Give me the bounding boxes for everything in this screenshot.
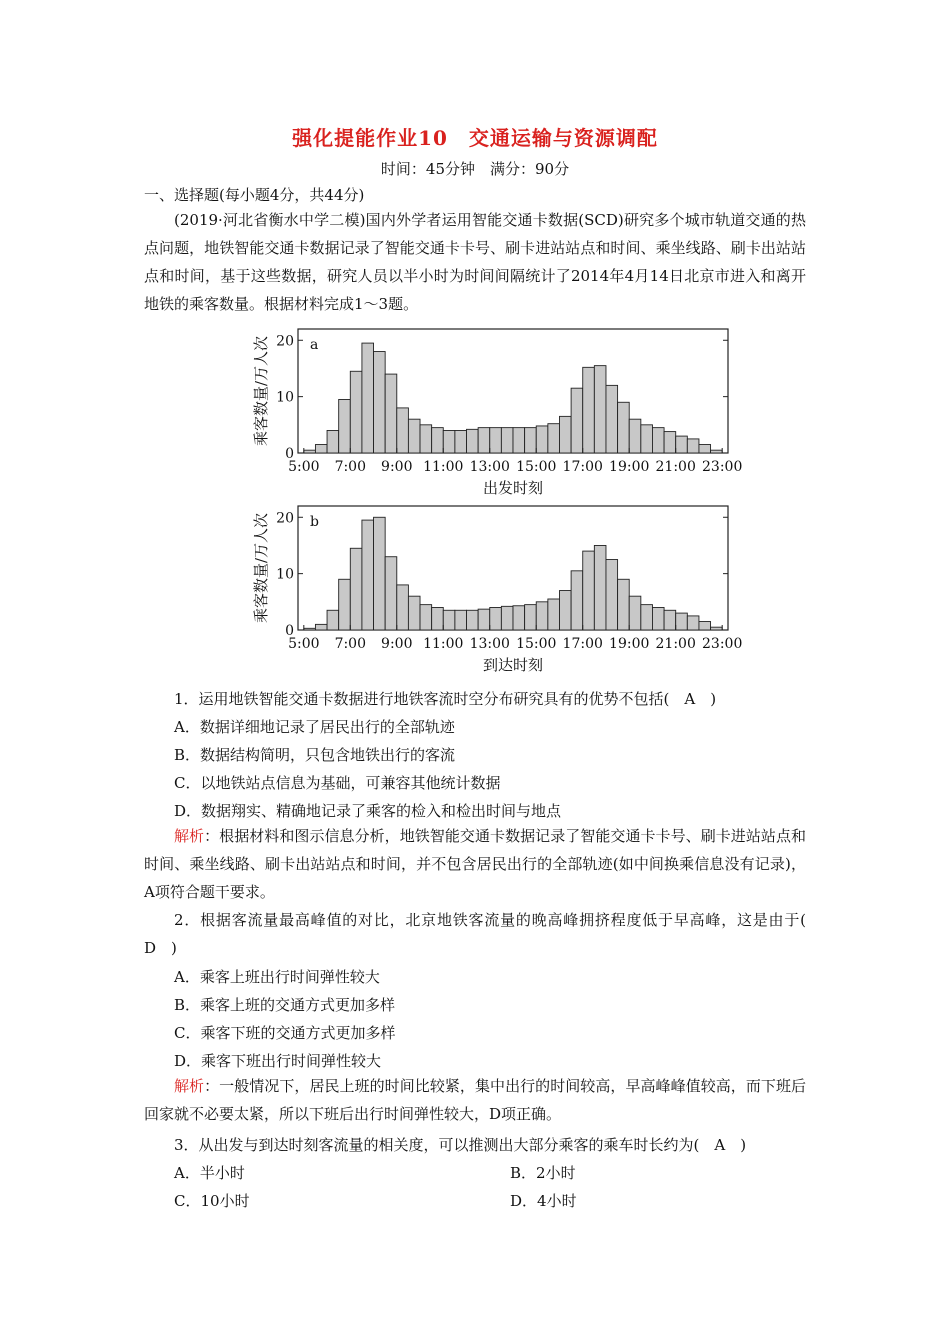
- x-tick-label: 11:00: [423, 459, 464, 475]
- bar: [350, 548, 362, 630]
- bar: [455, 430, 467, 453]
- bar: [408, 419, 420, 453]
- intro-paragraph: (2019·河北省衡水中学二模)国内外学者运用智能交通卡数据(SCD)研究多个城市轨道交通的热点问题，地铁智能交通卡数据记录了智能交通卡卡号、刷卡进站站点和时间、乘坐线路、刷卡出站站点和时间，基于这些数据，研究人员以半小时为时间间隔统计了2014年4月14日北京市进入和离开地铁的乘客数量。根据材料完成1～3题。: [144, 211, 806, 313]
- bar: [374, 352, 386, 453]
- x-axis-label: 出发时刻: [482, 479, 544, 497]
- x-tick-label: 11:00: [423, 636, 464, 652]
- bar: [513, 606, 525, 630]
- question-1-option-d: D．数据翔实、精确地记录了乘客的检入和检出时间与地点: [174, 802, 562, 820]
- bar: [641, 425, 653, 453]
- section-heading: 一、选择题(每小题4分，共44分): [144, 186, 365, 204]
- y-tick-label: 20: [276, 333, 294, 350]
- bar: [420, 605, 432, 630]
- panel-label: b: [310, 514, 319, 530]
- bar: [478, 428, 490, 453]
- bar: [641, 605, 653, 630]
- bar: [664, 432, 676, 453]
- x-tick-label: 19:00: [609, 636, 650, 652]
- bar: [420, 425, 432, 453]
- bar: [315, 624, 327, 630]
- question-2-option-c: C．乘客下班的交通方式更加多样: [174, 1024, 396, 1042]
- bar: [711, 627, 723, 630]
- x-tick-label: 15:00: [516, 459, 557, 475]
- bar: [385, 374, 397, 453]
- bar: [362, 343, 374, 453]
- y-tick-label: 20: [276, 510, 294, 527]
- bar: [432, 607, 444, 630]
- bar: [385, 557, 397, 630]
- question-1-stem: 1．运用地铁智能交通卡数据进行地铁客流时空分布研究具有的优势不包括( A ): [174, 690, 717, 708]
- x-tick-label: 21:00: [655, 459, 696, 475]
- x-tick-label: 19:00: [609, 459, 650, 475]
- bar: [699, 622, 711, 630]
- question-2-option-b: B．乘客上班的交通方式更加多样: [174, 996, 396, 1014]
- question-2-option-d: D．乘客下班出行时间弹性较大: [174, 1052, 382, 1070]
- bar: [304, 450, 316, 453]
- bar: [652, 607, 664, 630]
- bar: [432, 428, 444, 453]
- x-tick-label: 13:00: [469, 459, 510, 475]
- chart-a: [248, 325, 748, 500]
- bar: [501, 428, 513, 453]
- bar: [629, 419, 641, 453]
- question-3-option-b: B．2小时: [510, 1164, 576, 1182]
- chart-b-svg: [248, 502, 748, 680]
- bar: [525, 428, 537, 453]
- bar: [676, 436, 688, 453]
- bar: [397, 408, 409, 453]
- x-tick-label: 7:00: [334, 459, 367, 475]
- bar: [583, 551, 595, 630]
- bar: [374, 517, 386, 630]
- bar: [571, 571, 583, 630]
- bar: [699, 445, 711, 453]
- bar: [501, 606, 513, 630]
- analysis-text: ：根据材料和图示信息分析，地铁智能交通卡数据记录了智能交通卡卡号、刷卡进站站点和时间、乘坐线路、刷卡出站站点和时间，并不包含居民出行的全部轨迹(如中间换乘信息没有记录)，A项符合题干要求。: [144, 827, 806, 901]
- bar: [687, 439, 699, 453]
- bar: [559, 416, 571, 453]
- bar: [408, 596, 420, 630]
- x-tick-label: 7:00: [334, 636, 367, 652]
- question-2-stem: 2．根据客流量最高峰值的对比，北京地铁客流量的晚高峰拥挤程度低于早高峰，这是由于( D ): [144, 911, 822, 957]
- x-tick-label: 13:00: [469, 636, 510, 652]
- question-3-option-d: D．4小时: [510, 1192, 577, 1210]
- bar: [490, 428, 502, 453]
- bar: [397, 585, 409, 630]
- bar: [455, 610, 467, 630]
- question-2-option-a: A．乘客上班出行时间弹性较大: [174, 968, 380, 986]
- bar: [339, 579, 351, 630]
- analysis-label: 解析: [174, 827, 205, 845]
- bar: [443, 430, 455, 453]
- x-tick-label: 17:00: [562, 636, 603, 652]
- chart-a-svg: [248, 325, 748, 500]
- bar: [652, 428, 664, 453]
- bar: [443, 610, 455, 630]
- y-tick-label: 10: [276, 389, 294, 406]
- bar: [362, 520, 374, 630]
- bar: [548, 424, 560, 453]
- bar: [478, 609, 490, 630]
- bar: [327, 610, 339, 630]
- bar: [513, 428, 525, 453]
- bar: [350, 371, 362, 453]
- bar: [525, 605, 537, 630]
- bar: [618, 579, 630, 630]
- bar: [606, 385, 618, 453]
- x-tick-label: 23:00: [702, 459, 743, 475]
- bar: [315, 445, 327, 453]
- x-tick-label: 9:00: [381, 636, 413, 652]
- y-tick-label: 0: [285, 446, 294, 462]
- question-3-stem: 3．从出发与到达时刻客流量的相关度，可以推测出大部分乘客的乘车时长约为( A ): [174, 1136, 747, 1154]
- question-1-option-b: B．数据结构简明，只包含地铁出行的客流: [174, 746, 456, 764]
- bar: [664, 610, 676, 630]
- bar: [583, 367, 595, 453]
- bar: [606, 560, 618, 630]
- x-tick-label: 5:00: [288, 636, 320, 652]
- analysis-text: ：一般情况下，居民上班的时间比较紧，集中出行的时间较高，早高峰峰值较高，而下班后回家就不必要太紧，所以下班后出行时间弹性较大，D项正确。: [144, 1077, 806, 1123]
- y-axis-label: 乘客数量/万人次: [252, 335, 270, 447]
- bar: [467, 610, 479, 630]
- question-2-analysis: [144, 1072, 806, 1128]
- question-1-option-c: C．以地铁站点信息为基础，可兼容其他统计数据: [174, 774, 501, 792]
- bar: [490, 607, 502, 630]
- y-axis-label: 乘客数量/万人次: [252, 512, 270, 624]
- bar: [327, 430, 339, 453]
- y-tick-label: 0: [285, 623, 294, 639]
- analysis-label: 解析: [174, 1077, 205, 1095]
- bar: [559, 591, 571, 630]
- bar: [571, 388, 583, 453]
- bar: [536, 426, 548, 453]
- bar: [339, 399, 351, 453]
- chart-b: [248, 502, 748, 680]
- bar: [467, 429, 479, 453]
- question-3-option-a: A．半小时: [174, 1164, 245, 1182]
- x-tick-label: 17:00: [562, 459, 603, 475]
- bar: [594, 545, 606, 630]
- x-axis-label: 到达时刻: [482, 656, 544, 674]
- document-subtitle: 时间：45分钟 满分：90分: [380, 160, 570, 178]
- bar: [536, 602, 548, 630]
- x-tick-label: 5:00: [288, 459, 320, 475]
- x-tick-label: 15:00: [516, 636, 557, 652]
- x-tick-label: 21:00: [655, 636, 696, 652]
- question-1-option-a: A．数据详细地记录了居民出行的全部轨迹: [174, 718, 455, 736]
- bar: [687, 616, 699, 630]
- bar: [711, 450, 723, 453]
- bar: [304, 628, 316, 630]
- question-1-analysis: [144, 822, 806, 906]
- question-3-option-c: C．10小时: [174, 1192, 250, 1210]
- bar: [629, 596, 641, 630]
- x-tick-label: 23:00: [702, 636, 743, 652]
- bar: [676, 613, 688, 630]
- bar: [618, 402, 630, 453]
- y-tick-label: 10: [276, 566, 294, 583]
- bar: [548, 599, 560, 630]
- panel-label: a: [310, 337, 319, 353]
- bar: [594, 366, 606, 453]
- document-title: 强化提能作业10 交通运输与资源调配: [292, 126, 658, 150]
- x-tick-label: 9:00: [381, 459, 413, 475]
